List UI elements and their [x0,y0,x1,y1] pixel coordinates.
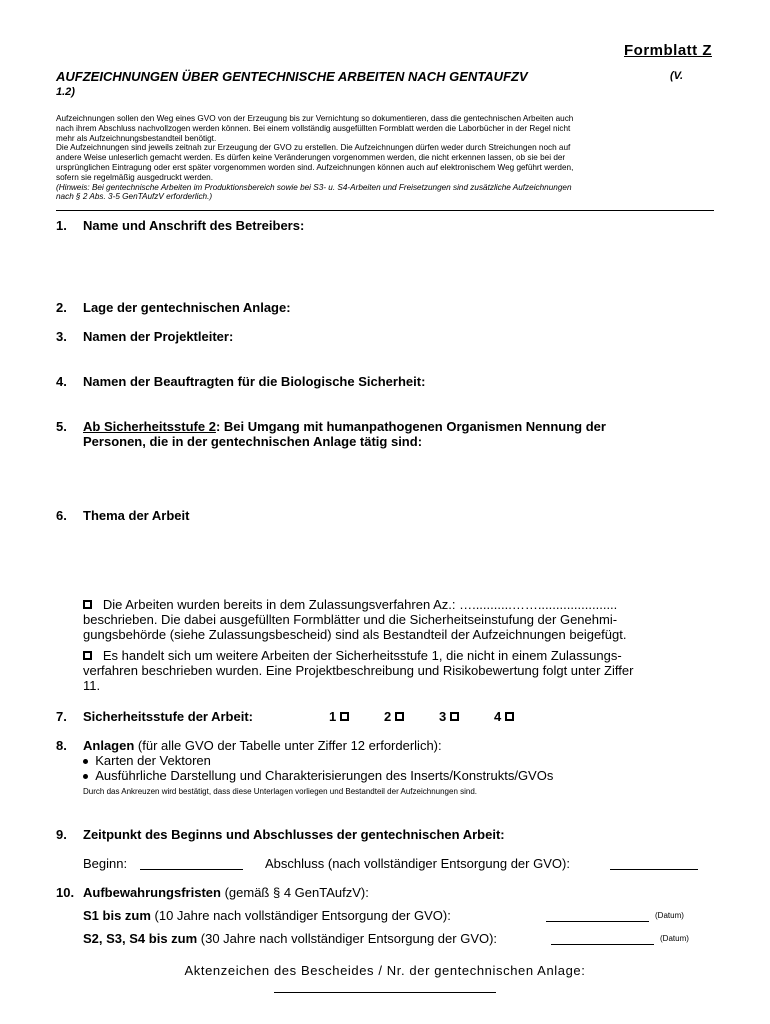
level-label: 2 [384,709,392,724]
level-1-option[interactable] [329,709,349,724]
section-label-zeitpunkt: Zeitpunkt des Beginns und Abschlusses der gentechnischen Arbeit: [83,827,505,842]
section-number: 7. [56,709,67,724]
intro-line: ursprünglichen Eintragung oder erst später vorgenommen worden sind. Aufzeichnungen können auch auf elektronischem Weg geführt werden, [56,162,574,172]
section-label-text: Anlagen [83,738,135,753]
intro-line: andere Weise unleserlich gemacht werden. Es dürfen keine Veränderungen vorgenommen werden, die nicht erkennen lassen, ob sie bei der [56,153,566,163]
option-zulassung [83,597,617,612]
option-weitere-arbeiten [83,648,622,663]
section-label-beauftragte: Namen der Beauftragten für die Biologische Sicherheit: [83,374,426,389]
list-item [83,768,553,783]
retention-s2-label: S2, S3, S4 bis zum [83,931,198,946]
intro-note: (Hinweis: Bei gentechnische Arbeiten im Produktionsbereich sowie bei S3- u. S4-Arbeiten und Freisetzungen sind zusätzliche Aufzeichnungen [56,182,572,192]
section-number: 4. [56,374,67,389]
section-number: 2. [56,300,67,315]
section-label-personen [83,419,723,434]
level-3-option[interactable] [439,709,459,724]
section-number: 3. [56,329,67,344]
checkbox-level-3[interactable] [450,712,459,721]
option-text: gungsbehörde (siehe Zulassungsbescheid) sind als Bestandteil der Aufzeichnungen beigefügt. [83,627,627,642]
section-label-text: : Bei Umgang mit humanpathogenen Organismen Nennung der [215,419,606,434]
intro-line: nach ihrem Abschluss nachvollzogen werden können. Bei einem vollständig ausgefüllten Formblatt werden die Laborbücher in der Regel nicht [56,123,571,133]
checkbox-level-4[interactable] [505,712,514,721]
end-label: Abschluss (nach vollständiger Entsorgung der GVO): [265,856,570,871]
bullet-icon [83,774,88,779]
confirmation-note: Durch das Ankreuzen wird bestätigt, dass diese Unterlagen vorliegen und Bestandteil der Aufzeichnungen sind. [83,787,478,796]
option-text: Es handelt sich um weitere Arbeiten der Sicherheitsstufe 1, die nicht in einem Zulassungs- [102,648,622,663]
section-number: 1. [56,218,67,233]
underlined-term: Ab Sicherheitsstufe 2 [83,419,216,434]
option-text: 11. [83,678,101,693]
checkbox-zulassung[interactable] [83,600,92,609]
retention-s2-date-field[interactable] [551,932,654,945]
aktenzeichen-field[interactable] [274,980,496,993]
form-id: Formblatt Z [624,42,712,59]
level-2-option[interactable] [384,709,404,724]
section-number: 10. [56,885,75,900]
option-text: beschrieben. Die dabei ausgefüllten Formblätter und die Sicherheitseinstufung der Genehmi- [83,612,618,627]
intro-line: Die Aufzeichnungen sind jeweils zeitnah zur Erzeugung der GVO zu erstellen. Die Aufzeichnungen dürfen weder durch Streichungen noch auf [56,143,571,153]
version-label: (V. [670,70,684,82]
section-label-sicherheitsstufe: Sicherheitsstufe der Arbeit: [83,709,254,724]
section-label-projektleiter: Namen der Projektleiter: [83,329,234,344]
intro-line: Aufzeichnungen sollen den Weg eines GVO von der Erzeugung bis zur Vernichtung so dokumentieren, dass die gentechnischen Arbeiten auch [56,114,574,123]
retention-s1-date-field[interactable] [546,909,649,922]
intro-line: sofern sie regelmäßig ausgedruckt werden. [56,172,214,182]
checkbox-level-1[interactable] [340,712,349,721]
end-date-field[interactable] [610,857,698,870]
list-item-text: Ausführliche Darstellung und Charakterisierungen des Inserts/Konstrukts/GVOs [95,768,554,783]
retention-s1-label: S1 bis zum [83,908,151,923]
section-number: 5. [56,419,67,434]
retention-s2-s4 [83,931,497,946]
intro-note: nach § 2 Abs. 3-5 GenTAufzV erforderlich.) [56,192,213,202]
begin-date-field[interactable] [140,857,243,870]
intro-line: mehr als Aufzeichnungsbestandteil benötigt. [56,133,217,143]
section-label-note: (gemäß § 4 GenTAufzV): [220,885,369,900]
divider [56,210,714,211]
section-label-text: Aufbewahrungsfristen [83,885,221,900]
checkbox-level-2[interactable] [395,712,404,721]
retention-s2-text: (30 Jahre nach vollständiger Entsorgung der GVO): [197,931,498,946]
level-4-option[interactable] [494,709,514,724]
level-label: 1 [329,709,337,724]
section-number: 6. [56,508,67,523]
retention-s1 [83,908,451,923]
option-text: verfahren beschrieben wurden. Eine Projektbeschreibung und Risikobewertung folgt unter Ziffer [83,663,634,678]
intro-text [56,114,716,202]
section-label-betreiber: Name und Anschrift des Betreibers: [83,218,305,233]
section-label-lage: Lage der gentechnischen Anlage: [83,300,291,315]
option-text: Die Arbeiten wurden bereits in dem Zulassungsverfahren Az.: …...........……...................... [102,597,618,612]
checkbox-weitere-arbeiten[interactable] [83,651,92,660]
begin-label: Beginn: [83,856,128,871]
list-item [83,753,211,768]
level-label: 4 [494,709,502,724]
section-label-aufbewahrung [83,885,369,900]
datum-hint: (Datum) [655,911,684,920]
section-number: 9. [56,827,67,842]
version-label-cont: 1.2) [56,86,75,98]
page-title: AUFZEICHNUNGEN ÜBER GENTECHNISCHE ARBEITEN NACH GENTAUFZV [56,69,528,84]
datum-hint: (Datum) [660,934,689,943]
retention-s1-text: (10 Jahre nach vollständiger Entsorgung der GVO): [150,908,451,923]
section-label-anlagen [83,738,442,753]
list-item-text: Karten der Vektoren [95,753,211,768]
section-label-note: (für alle GVO der Tabelle unter Ziffer 12 erforderlich): [134,738,442,753]
level-label: 3 [439,709,447,724]
section-label-thema: Thema der Arbeit [83,508,190,523]
footer-label: Aktenzeichen des Bescheides / Nr. der gentechnischen Anlage: [184,963,586,978]
section-number: 8. [56,738,67,753]
bullet-icon [83,759,88,764]
section-label-personen-cont: Personen, die in der gentechnischen Anlage tätig sind: [83,434,423,449]
